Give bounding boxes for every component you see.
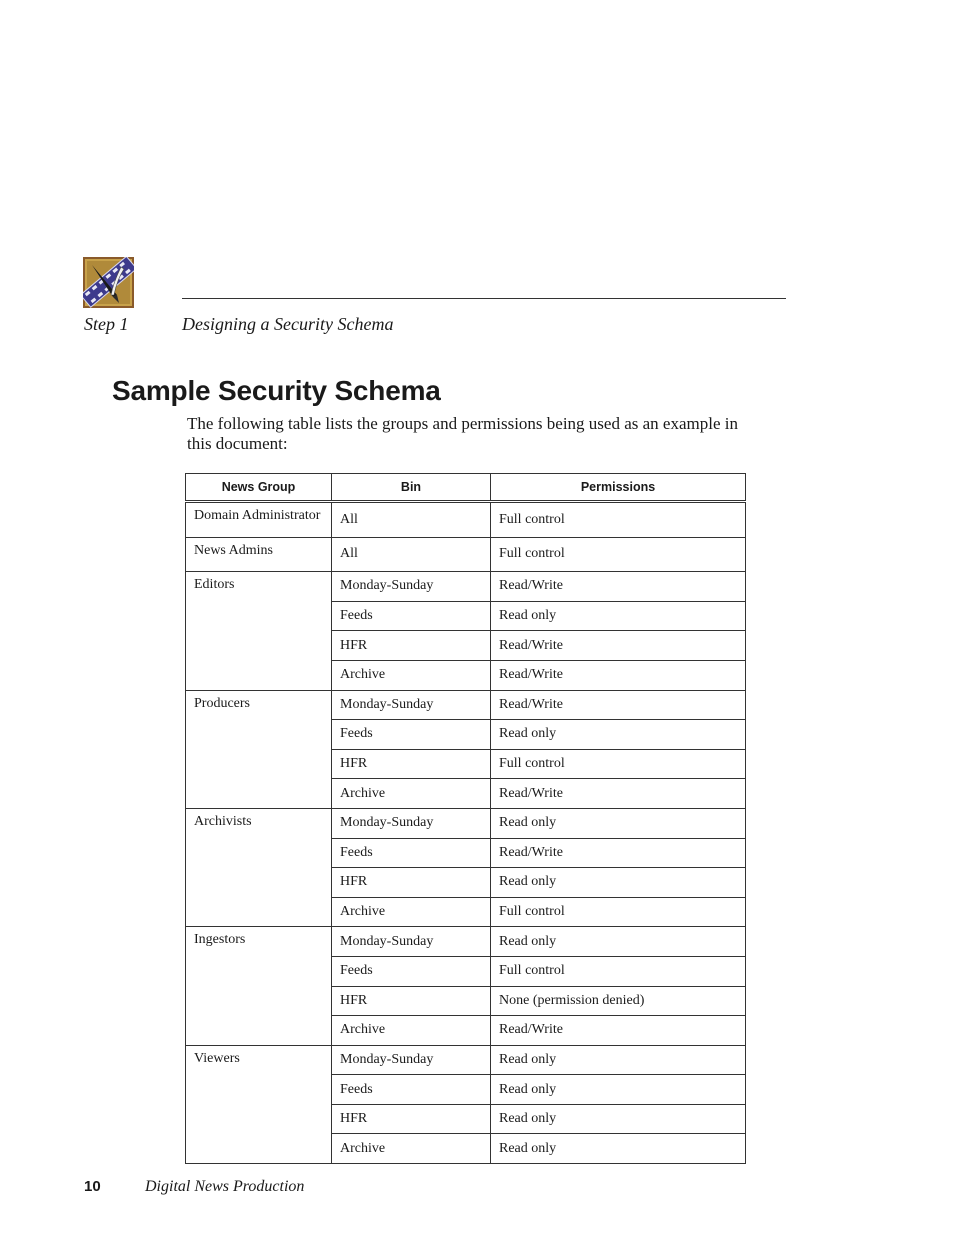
permission-cell: Read/Write xyxy=(491,572,746,602)
table-row xyxy=(186,808,746,838)
table-header-row xyxy=(186,474,746,502)
table-row xyxy=(186,1045,746,1075)
permission-cell: Read only xyxy=(491,1104,746,1134)
bin-cell: Feeds xyxy=(332,838,491,868)
group-cell: Viewers xyxy=(186,1045,332,1163)
group-cell: News Admins xyxy=(186,537,332,572)
bin-cell: Monday-Sunday xyxy=(332,572,491,602)
film-reel-quill-logo xyxy=(83,257,134,308)
permission-cell: Full control xyxy=(491,537,746,572)
intro-paragraph: The following table lists the groups and permissions being used as an example in this document: xyxy=(187,414,738,453)
bin-cell: Monday-Sunday xyxy=(332,690,491,720)
group-cell: Producers xyxy=(186,690,332,808)
permission-cell: Read only xyxy=(491,1075,746,1105)
permission-cell: Read only xyxy=(491,720,746,750)
permission-cell: Read only xyxy=(491,868,746,898)
group-cell: Domain Administrator xyxy=(186,502,332,538)
bin-cell: Monday-Sunday xyxy=(332,927,491,957)
table-row xyxy=(186,690,746,720)
bin-cell: HFR xyxy=(332,1104,491,1134)
table-row xyxy=(186,572,746,602)
permission-cell: Read only xyxy=(491,1045,746,1075)
security-schema-table xyxy=(185,473,746,1164)
column-header-news-group: News Group xyxy=(186,474,332,502)
bin-cell: Monday-Sunday xyxy=(332,1045,491,1075)
page-number: 10 xyxy=(84,1178,101,1195)
permission-cell: Read/Write xyxy=(491,1016,746,1046)
permission-cell: Read/Write xyxy=(491,690,746,720)
bin-cell: Feeds xyxy=(332,956,491,986)
permission-cell: Read/Write xyxy=(491,660,746,690)
permission-cell: Read only xyxy=(491,927,746,957)
permission-cell: Read only xyxy=(491,808,746,838)
bin-cell: All xyxy=(332,537,491,572)
permission-cell: Read/Write xyxy=(491,631,746,661)
permission-cell: Read/Write xyxy=(491,838,746,868)
bin-cell: Archive xyxy=(332,660,491,690)
bin-cell: Archive xyxy=(332,779,491,809)
column-header-bin: Bin xyxy=(332,474,491,502)
bin-cell: Feeds xyxy=(332,1075,491,1105)
permission-cell: Read only xyxy=(491,601,746,631)
table-row xyxy=(186,537,746,572)
bin-cell: HFR xyxy=(332,749,491,779)
bin-cell: Feeds xyxy=(332,720,491,750)
table-row xyxy=(186,502,746,538)
bin-cell: Feeds xyxy=(332,601,491,631)
group-cell: Editors xyxy=(186,572,332,690)
bin-cell: HFR xyxy=(332,631,491,661)
permission-cell: None (permission denied) xyxy=(491,986,746,1016)
bin-cell: Archive xyxy=(332,1016,491,1046)
book-title: Digital News Production xyxy=(145,1178,305,1195)
permission-cell: Full control xyxy=(491,956,746,986)
group-cell: Ingestors xyxy=(186,927,332,1045)
section-title: Sample Security Schema xyxy=(112,375,441,406)
table-row xyxy=(186,927,746,957)
permission-cell: Read/Write xyxy=(491,779,746,809)
bin-cell: Monday-Sunday xyxy=(332,808,491,838)
permission-cell: Full control xyxy=(491,897,746,927)
bin-cell: Archive xyxy=(332,1134,491,1164)
bin-cell: HFR xyxy=(332,868,491,898)
header-rule xyxy=(182,298,786,299)
bin-cell: Archive xyxy=(332,897,491,927)
step-label: Step 1 xyxy=(84,314,129,334)
bin-cell: HFR xyxy=(332,986,491,1016)
permission-cell: Full control xyxy=(491,502,746,538)
group-cell: Archivists xyxy=(186,808,332,926)
bin-cell: All xyxy=(332,502,491,538)
column-header-permissions: Permissions xyxy=(491,474,746,502)
chapter-title: Designing a Security Schema xyxy=(182,314,394,334)
permission-cell: Full control xyxy=(491,749,746,779)
permission-cell: Read only xyxy=(491,1134,746,1164)
